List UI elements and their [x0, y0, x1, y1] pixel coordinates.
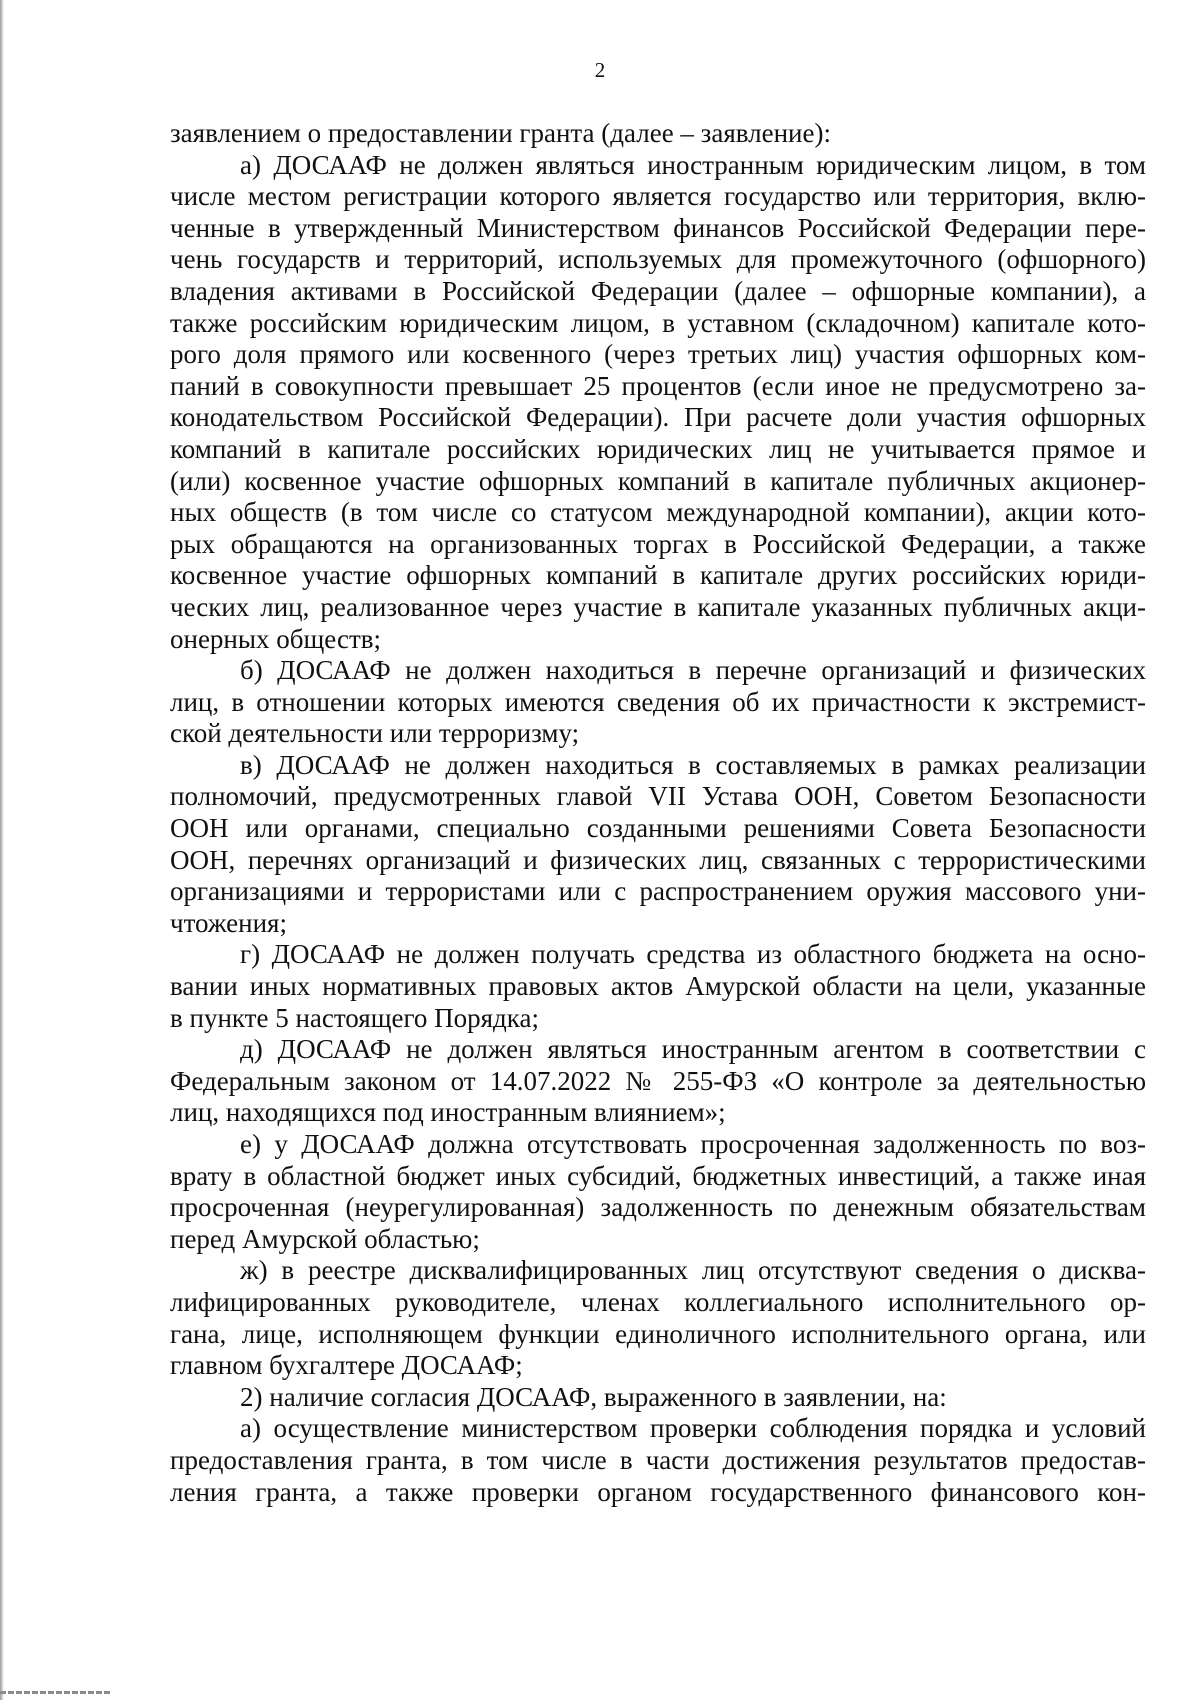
- text-line: предоставления гранта, в том числе в части достижения результатов предостав-: [170, 1444, 1146, 1475]
- text-line: рого доля прямого или косвенного (через третьих лиц) участия офшорных ком-: [170, 339, 1146, 370]
- text-line: компаний в капитале российских юридических лиц не учитывается прямое и: [170, 433, 1146, 464]
- text-line: е) у ДОСААФ должна отсутствовать просроченная задолженность по воз-: [240, 1129, 1146, 1159]
- text-line: числе местом регистрации которого является государство или территория, вклю-: [170, 181, 1146, 212]
- text-line: лиц, в отношении которых имеются сведения об их причастности к экстремист-: [170, 686, 1146, 717]
- text-line: Федеральным законом от 14.07.2022 № 255-ФЗ «О контроле за деятельностью: [170, 1065, 1146, 1096]
- text-line: врату в областной бюджет иных субсидий, бюджетных инвестиций, а также иная: [170, 1160, 1146, 1191]
- text-line: полномочий, предусмотренных главой VII Устава ООН, Советом Безопасности: [170, 781, 1146, 812]
- text-line: (или) косвенное участие офшорных компаний в капитале публичных акционер-: [170, 465, 1146, 496]
- text-line: б) ДОСААФ не должен находиться в перечне организаций и физических: [240, 655, 1146, 686]
- text-line: рых обращаются на организованных торгах в Российской Федерации, а также: [170, 528, 1146, 559]
- text-line: перед Амурской областью;: [170, 1223, 480, 1254]
- text-line: а) ДОСААФ не должен являться иностранным юридическим лицом, в том: [240, 149, 1146, 180]
- text-line: в пункте 5 настоящего Порядка;: [170, 1002, 539, 1033]
- text-line: г) ДОСААФ не должен получать средства из областного бюджета на осно-: [240, 939, 1146, 970]
- text-line: просроченная (неурегулированная) задолженность по денежным обязательствам: [170, 1192, 1146, 1223]
- text-line: а) осуществление министерством проверки соблюдения порядка и условий: [240, 1413, 1146, 1444]
- document-body: [170, 118, 1146, 1508]
- text-line: также российским юридическим лицом, в уставном (складочном) капитале кото-: [170, 307, 1146, 338]
- scan-edge: [0, 0, 4, 1700]
- text-line: вании иных нормативных правовых актов Амурской области на цели, указанные: [170, 971, 1146, 1002]
- text-line: чень государств и территорий, используемых для промежуточного (офшорного): [170, 244, 1146, 275]
- text-line: ления гранта, а также проверки органом государственного финансового кон-: [170, 1476, 1146, 1507]
- text-line: главном бухгалтере ДОСААФ;: [170, 1350, 523, 1381]
- text-line: конодательством Российской Федерации). При расчете доли участия офшорных: [170, 402, 1146, 433]
- text-line: ж) в реестре дисквалифицированных лиц отсутствуют сведения о дисква-: [240, 1255, 1146, 1286]
- text-line: в) ДОСААФ не должен находиться в составляемых в рамках реализации: [240, 749, 1146, 780]
- text-line: 2) наличие согласия ДОСААФ, выраженного в заявлении, на:: [240, 1381, 947, 1412]
- text-line: ООН, перечнях организаций и физических лиц, связанных с террористическими: [170, 844, 1146, 875]
- text-line: ченные в утвержденный Министерством финансов Российской Федерации пере-: [170, 212, 1146, 243]
- text-line: паний в совокупности превышает 25 процентов (если иное не предусмотрено за-: [170, 370, 1146, 401]
- page-number: 2: [594, 58, 606, 82]
- text-line: лифицированных руководителе, членах коллегиального исполнительного ор-: [170, 1286, 1146, 1317]
- text-line: владения активами в Российской Федерации (далее – офшорные компании), а: [170, 275, 1146, 306]
- scan-mark: [0, 1691, 110, 1694]
- text-line: ческих лиц, реализованное через участие в капитале указанных публичных акци-: [170, 591, 1146, 622]
- text-line: лиц, находящихся под иностранным влиянием»;: [170, 1097, 726, 1128]
- text-line: ООН или органами, специально созданными решениями Совета Безопасности: [170, 813, 1146, 844]
- text-line: косвенное участие офшорных компаний в капитале других российских юриди-: [170, 560, 1146, 591]
- text-line: ской деятельности или терроризму;: [170, 718, 580, 749]
- text-line: д) ДОСААФ не должен являться иностранным агентом в соответствии с: [240, 1034, 1146, 1065]
- text-line: чтожения;: [170, 907, 287, 938]
- text-line: гана, лице, исполняющем функции единоличного исполнительного органа, или: [170, 1318, 1146, 1349]
- text-line: заявлением о предоставлении гранта (далее – заявление):: [170, 118, 831, 148]
- text-line: ных обществ (в том числе со статусом международной компании), акции кото-: [170, 497, 1146, 528]
- text-line: онерных обществ;: [170, 623, 381, 654]
- text-line: организациями и террористами или с распространением оружия массового уни-: [170, 876, 1146, 907]
